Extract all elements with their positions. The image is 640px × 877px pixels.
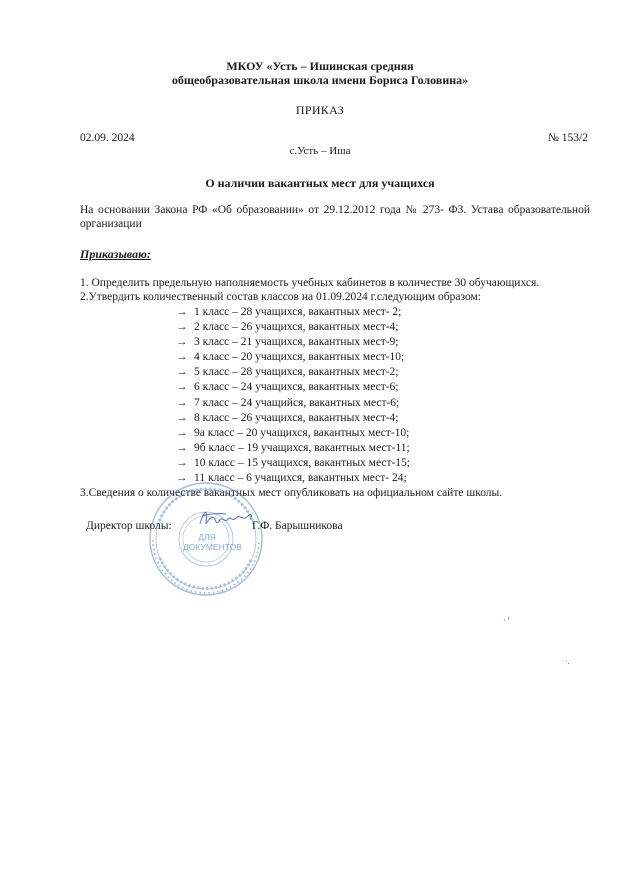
class-list-item: → 8 класс – 26 учащихся, вакантных мест-4; (176, 411, 399, 424)
orders-heading: Приказываю: (80, 247, 151, 261)
arrow-icon: → (176, 456, 188, 469)
arrow-icon: → (176, 472, 188, 485)
scan-speck: ·. (565, 657, 570, 666)
order-item-2: 2.Утвердить количественный состав классов на 01.09.2024 г.следующим образом: (80, 291, 481, 303)
order-number: № 153/2 (547, 132, 588, 144)
arrow-icon: → (176, 321, 188, 334)
class-list-item: → 6 класс – 24 учащихся, вакантных мест-6; (176, 381, 399, 394)
order-place: с.Усть – Иша (289, 145, 351, 157)
class-list-item: → 11 класс – 6 учащихся, вакантных мест- 24; (176, 472, 407, 485)
class-list-item: → 7 класс – 24 учащийся, вакантных мест-6; (176, 396, 400, 409)
class-list-item: → 1 класс – 28 учащихся, вакантных мест- 2; (176, 306, 402, 318)
arrow-icon: → (176, 411, 188, 424)
stamp-text: ДЛЯ ДОКУМЕНТОВ (183, 532, 242, 552)
order-date: 02.09. 2024 (80, 132, 135, 144)
order-item-1: 1. Определить предельную наполняемость учебных кабинетов в количестве 30 обучающихся. (80, 277, 540, 289)
class-list-item: → 9б класс – 19 учащихся, вакантных мест-11; (176, 441, 410, 454)
order-basis: На основании Закона РФ «Об образовании» от 29.12.2012 года № 273- ФЗ. Устава образовательной организации (80, 204, 590, 230)
document-type: ПРИКАЗ (295, 103, 345, 117)
order-item-3: 3.Сведения о количестве вакантных мест опубликовать на официальном сайте школы. (80, 487, 503, 499)
director-role: Директор школы: (86, 520, 172, 532)
arrow-icon: → (176, 306, 188, 318)
arrow-icon: → (176, 441, 188, 454)
class-list-item: → 5 класс – 28 учащихся, вакантных мест-2; (176, 366, 399, 379)
order-subject: О наличии вакантных мест для учащихся (205, 176, 435, 190)
class-list-item: → 9а класс – 20 учащихся, вакантных мест-10; (176, 426, 410, 439)
class-list-item: → 4 класс – 20 учащихся, вакантных мест-10; (176, 351, 405, 364)
arrow-icon: → (176, 351, 188, 364)
arrow-icon: → (176, 426, 188, 439)
class-list-item: → 3 класс – 21 учащихся, вакантных мест-9; (176, 336, 399, 349)
director-signature (196, 504, 256, 534)
class-list (176, 305, 410, 486)
director-name: Г.Ф. Барышникова (252, 520, 343, 532)
org-name-line1: МКОУ «Усть – Ишинская средняя (226, 59, 414, 73)
arrow-icon: → (176, 396, 188, 409)
arrow-icon: → (176, 366, 188, 379)
scan-speck: · ' (503, 616, 510, 625)
arrow-icon: → (176, 381, 188, 394)
org-name-line2: общеобразовательная школа имени Бориса Головина» (171, 73, 469, 87)
class-list-item: → 10 класс – 15 учащихся, вакантных мест-15; (176, 456, 411, 469)
arrow-icon: → (176, 336, 188, 349)
class-list-item: → 2 класс – 26 учащихся, вакантных мест-4; (176, 321, 399, 334)
